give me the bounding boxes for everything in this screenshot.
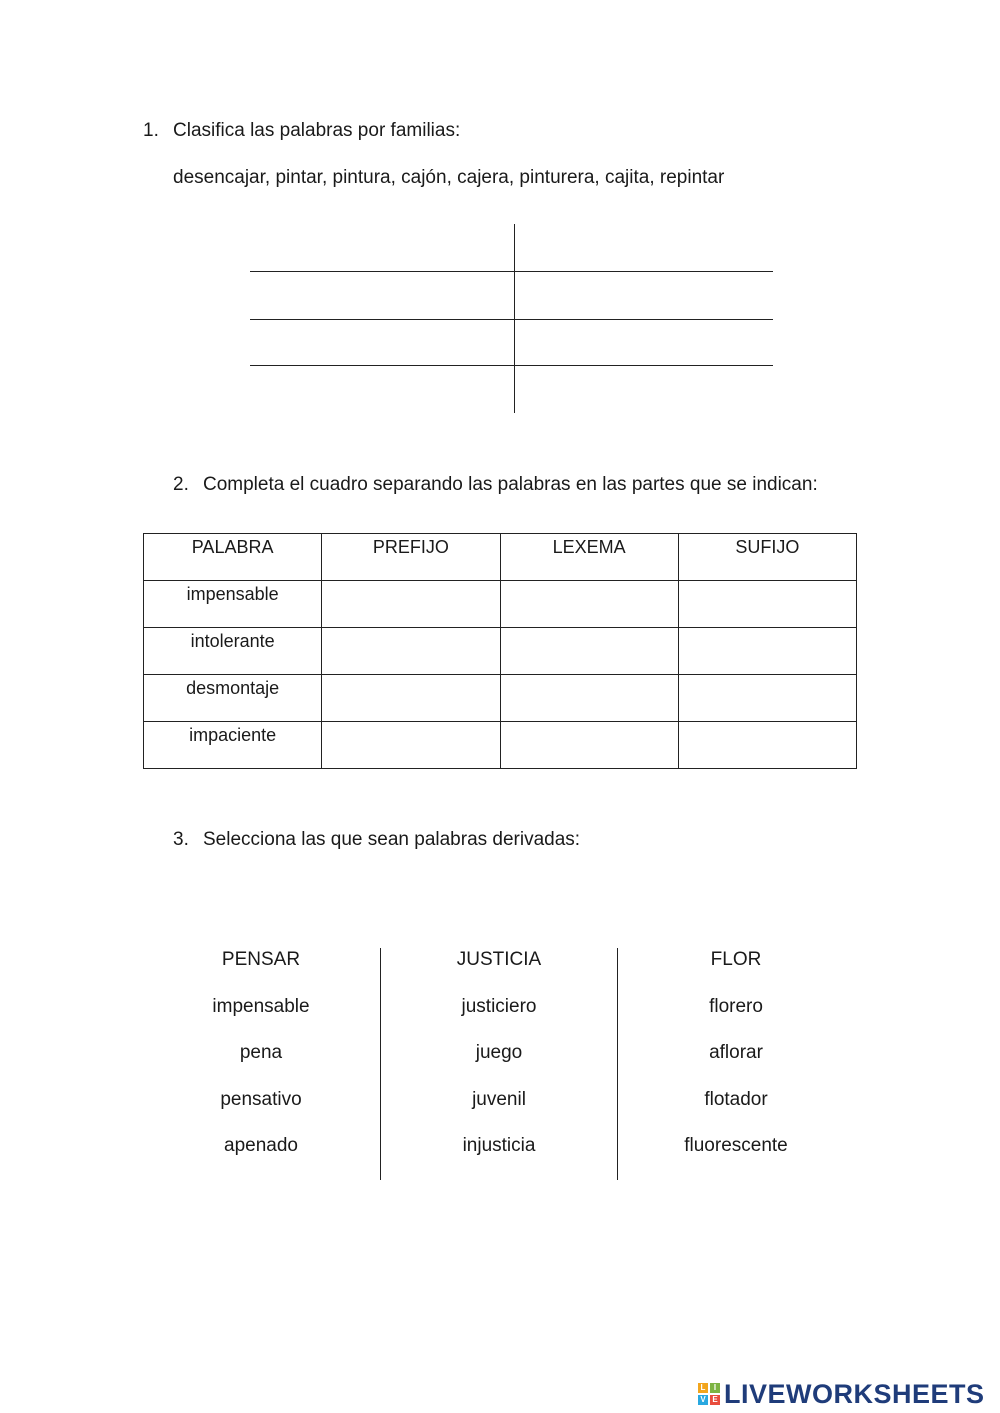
selectable-word[interactable]: injusticia — [462, 1135, 536, 1156]
exercise-3-heading — [173, 829, 580, 851]
exercise-1-instruction: Clasifica las palabras por familias: — [173, 120, 461, 141]
liveworksheets-logo — [698, 1378, 985, 1410]
word-family-column-flor — [646, 950, 826, 1183]
table-row — [144, 722, 857, 769]
suffix-answer-cell[interactable] — [678, 628, 856, 675]
header-sufijo: SUFIJO — [678, 534, 856, 581]
selectable-word[interactable]: aflorar — [709, 1042, 763, 1063]
table-row — [144, 675, 857, 722]
header-palabra: PALABRA — [144, 534, 322, 581]
prefix-answer-cell[interactable] — [322, 675, 500, 722]
table-header-row — [144, 534, 857, 581]
exercise-1-word-list: desencajar, pintar, pintura, cajón, cajera, pinturera, cajita, repintar — [173, 167, 725, 188]
prefix-answer-cell[interactable] — [322, 581, 500, 628]
lexeme-answer-cell[interactable] — [500, 722, 678, 769]
word-family-column-pensar — [171, 950, 351, 1183]
liveworksheets-logo-icon: L I V E — [698, 1383, 720, 1405]
word-cell: impaciente — [144, 722, 322, 769]
word-cell: impensable — [144, 581, 322, 628]
selectable-word[interactable]: pensativo — [220, 1088, 302, 1110]
selectable-word[interactable]: justiciero — [461, 995, 537, 1017]
lexeme-answer-cell[interactable] — [500, 581, 678, 628]
exercise-2-heading — [173, 474, 818, 496]
selectable-word[interactable]: impensable — [212, 995, 310, 1017]
column-title: PENSAR — [221, 949, 301, 970]
column-title: FLOR — [710, 949, 762, 970]
selectable-word[interactable]: fluorescente — [684, 1135, 788, 1156]
selectable-word[interactable]: florero — [709, 995, 763, 1017]
exercise-2-number: 2. — [173, 474, 189, 495]
word-cell: desmontaje — [144, 675, 322, 722]
suffix-answer-cell[interactable] — [678, 581, 856, 628]
lexeme-answer-cell[interactable] — [500, 628, 678, 675]
grid-line-1 — [250, 271, 773, 272]
exercise-1-heading — [143, 120, 460, 142]
suffix-answer-cell[interactable] — [678, 675, 856, 722]
table-row — [144, 628, 857, 675]
column-title: JUSTICIA — [456, 949, 542, 970]
prefix-answer-cell[interactable] — [322, 722, 500, 769]
column-divider — [617, 948, 618, 1180]
suffix-answer-cell[interactable] — [678, 722, 856, 769]
selectable-word[interactable]: juego — [475, 1042, 523, 1063]
table-row — [144, 581, 857, 628]
logo-text: LIVEWORKSHEETS — [724, 1378, 985, 1409]
selectable-word[interactable]: juvenil — [472, 1088, 526, 1110]
grid-line-2 — [250, 319, 773, 320]
exercise-2-instruction: Completa el cuadro separando las palabras en las partes que se indican: — [203, 474, 818, 495]
prefix-answer-cell[interactable] — [322, 628, 500, 675]
exercise-3-number: 3. — [173, 829, 189, 850]
header-lexema: LEXEMA — [500, 534, 678, 581]
exercise-3-instruction: Selecciona las que sean palabras derivadas: — [203, 829, 581, 850]
family-classification-grid — [250, 224, 773, 413]
selectable-word[interactable]: apenado — [224, 1135, 298, 1156]
grid-line-3 — [250, 365, 773, 366]
selectable-word[interactable]: flotador — [704, 1088, 768, 1110]
exercise-1-number: 1. — [143, 120, 159, 141]
word-family-column-justicia — [409, 950, 589, 1183]
header-prefijo: PREFIJO — [322, 534, 500, 581]
word-parts-table — [143, 533, 857, 769]
word-cell: intolerante — [144, 628, 322, 675]
column-divider — [380, 948, 381, 1180]
selectable-word[interactable]: pena — [239, 1042, 283, 1063]
lexeme-answer-cell[interactable] — [500, 675, 678, 722]
